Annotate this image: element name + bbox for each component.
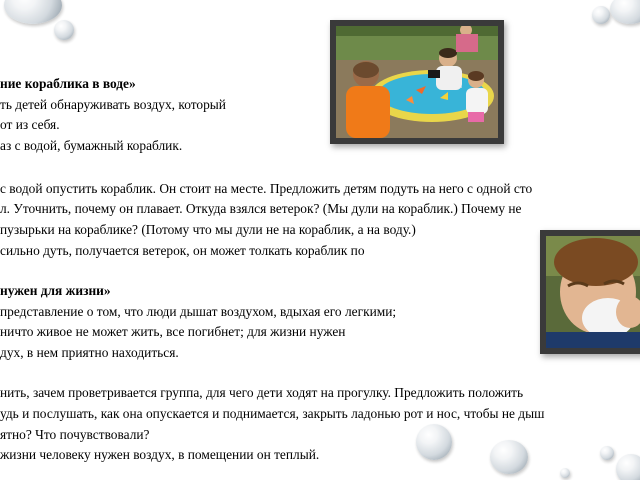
section-title-life: нужен для жизни» bbox=[0, 283, 111, 298]
children-boats-image bbox=[336, 26, 498, 138]
water-drop-icon bbox=[560, 468, 570, 478]
text-line: л. Уточнить, почему он плавает. Откуда взялся ветерок? (Мы дули на кораблик.) Почему не bbox=[0, 201, 522, 216]
water-drop-icon bbox=[616, 454, 640, 480]
child-sneezing-image bbox=[546, 236, 640, 348]
text-line: удь и послушать, как она опускается и поднимается, закрыть ладонью рот и нос, чтобы не дыш bbox=[0, 406, 545, 421]
water-drop-icon bbox=[592, 6, 610, 24]
water-drop-icon bbox=[610, 0, 640, 24]
text-line: от из себя. bbox=[0, 117, 60, 132]
text-line: аз с водой, бумажный кораблик. bbox=[0, 138, 183, 153]
photo-scene bbox=[546, 236, 640, 348]
water-drop-icon bbox=[4, 0, 62, 24]
photo-scene bbox=[336, 26, 498, 138]
text-line: ятно? Что почувствовали? bbox=[0, 427, 150, 442]
water-drop-icon bbox=[600, 446, 614, 460]
text-line: сильно дуть, получается ветерок, он может толкать кораблик по bbox=[0, 243, 365, 258]
text-line: с водой опустить кораблик. Он стоит на месте. Предложить детям подуть на него с одной сто bbox=[0, 181, 533, 196]
section-title-boat: ние кораблика в воде» bbox=[0, 76, 136, 91]
water-drop-icon bbox=[416, 424, 452, 460]
text-line: ть детей обнаруживать воздух, который bbox=[0, 97, 226, 112]
water-drop-icon bbox=[490, 440, 528, 474]
water-drop-icon bbox=[54, 20, 74, 40]
text-line: нить, зачем проветривается группа, для чего дети ходят на прогулку. Предложить положить bbox=[0, 385, 524, 400]
children-boats-photo bbox=[330, 20, 504, 144]
text-line: пузырьки на кораблике? (Потому что мы дули не на кораблик, а на воду.) bbox=[0, 222, 416, 237]
child-sneezing-photo bbox=[540, 230, 640, 354]
text-line: представление о том, что люди дышат воздухом, вдыхая его легкими; bbox=[0, 304, 397, 319]
text-line: ничто живое не может жить, все погибнет; для жизни нужен bbox=[0, 324, 346, 339]
text-line: дух, в нем приятно находиться. bbox=[0, 345, 179, 360]
text-line: жизни человеку нужен воздух, в помещении он теплый. bbox=[0, 447, 320, 462]
